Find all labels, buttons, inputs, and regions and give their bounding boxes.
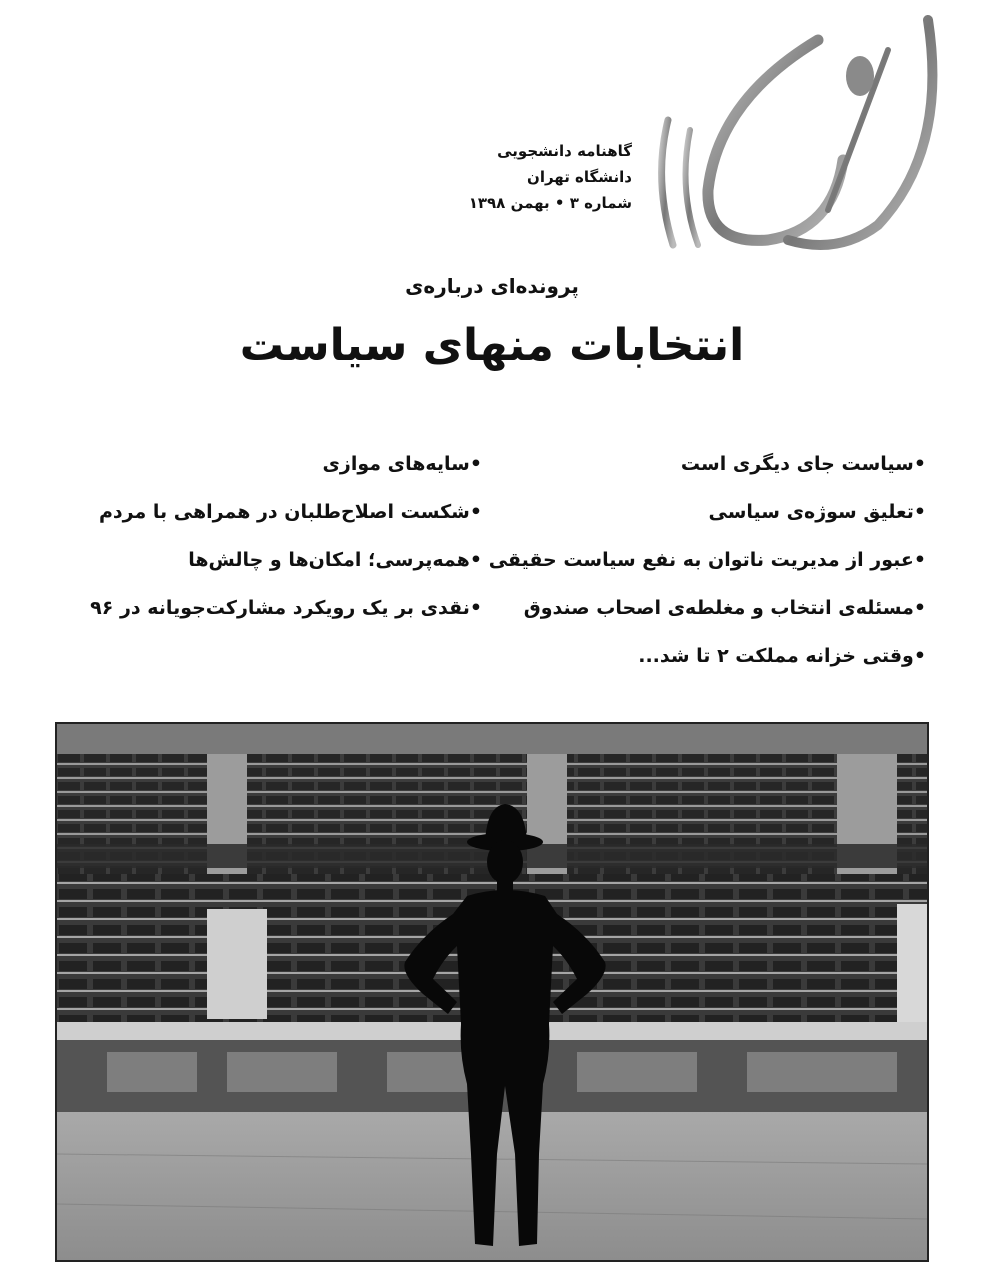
- contents-item: •شکست اصلاح‌طلبان در همراهی با مردم: [98, 501, 482, 523]
- masthead-publication-type: گاهنامه دانشجویی: [497, 142, 632, 160]
- contents-column-right: [488, 448, 926, 688]
- contents-item: •مسئله‌ی انتخاب و مغلطه‌ی اصحاب صندوق: [523, 597, 926, 619]
- contents-item: •نقدی بر یک رویکرد مشارکت‌جویانه در ۹۶: [90, 597, 482, 619]
- stadium-silhouette-image: [57, 724, 927, 1260]
- contents-item: •تعلیق سوژه‌ی سیاسی: [708, 501, 926, 523]
- masthead-issue: شماره ۳ • بهمن ۱۳۹۸: [468, 194, 632, 212]
- contents-item: •سیاست جای دیگری است: [680, 453, 926, 475]
- contents-column-left: [90, 448, 482, 640]
- contents-item: •عبور از مدیریت ناتوان به نفع سیاست حقیقی: [488, 549, 926, 571]
- dossier-kicker: پرونده‌ای درباره‌ی: [405, 274, 579, 298]
- contents-item: •وقتی خزانه مملکت ۲ تا شد...: [638, 645, 926, 667]
- magazine-logo: [628, 10, 958, 260]
- dossier-headline: انتخابات منهای سیاست: [239, 320, 745, 371]
- masthead: [412, 138, 632, 216]
- cover-photo: [55, 722, 929, 1262]
- masthead-university: دانشگاه تهران: [527, 168, 632, 186]
- contents-item: •سایه‌های موازی: [322, 453, 482, 475]
- contents-item: •همه‌پرسی؛ امکان‌ها و چالش‌ها: [188, 549, 482, 571]
